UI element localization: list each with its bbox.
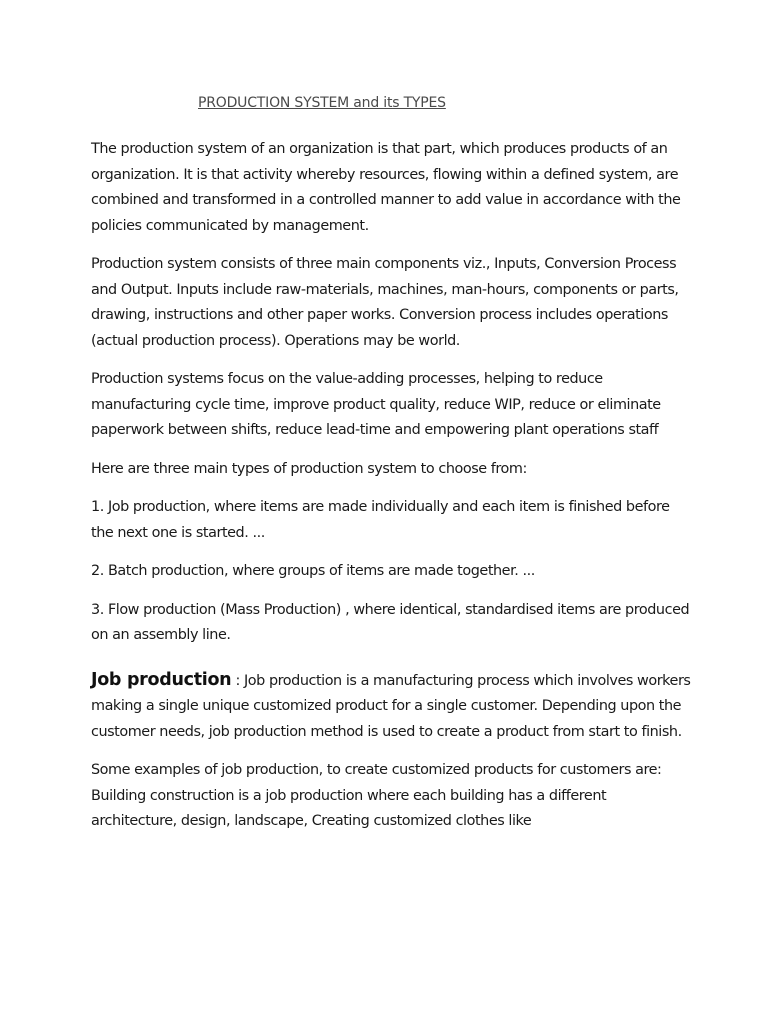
paragraph-job-production: [91, 668, 691, 746]
paragraph-job-examples: Some examples of job production, to create customized products for customers are: Building construction is a job production where each building has a different architecture, design, landscape, Creating customized clothes like: [91, 762, 662, 829]
job-production-description: : Job production is a manufacturing process which involves workers making a single unique customized product for a single customer. Depending upon the customer needs, job production method is used to create a product from start to finish.: [91, 672, 691, 740]
paragraph-definition: The production system of an organization is that part, which produces products of an organization. It is that activity whereby resources, flowing within a defined system, are combined and transformed in a controlled manner to add value in accordance with the policies communicated by management.: [91, 141, 681, 234]
list-item-flow-production: 3. Flow production (Mass Production) , where identical, standardised items are produced on an assembly line.: [91, 601, 690, 643]
paragraph-focus: Production systems focus on the value-adding processes, helping to reduce manufacturing cycle time, improve product quality, reduce WIP, reduce or eliminate paperwork between shifts, reduce lead-time and empowering plant operations staff: [91, 371, 661, 438]
paragraph-types-intro: Here are three main types of production system to choose from:: [91, 460, 527, 477]
section-heading-job-production: Job production: [91, 669, 232, 690]
list-item-job-production: 1. Job production, where items are made individually and each item is finished before the next one is started. ...: [91, 499, 670, 541]
paragraph-components: Production system consists of three main components viz., Inputs, Conversion Process and Output. Inputs include raw-materials, machines, man-hours, components or parts, drawing, instructions and other paper works. Conversion process includes operations (actual production process). Operations may be world.: [91, 256, 679, 349]
list-item-batch-production: 2. Batch production, where groups of items are made together. ...: [91, 563, 535, 579]
document-body: [91, 137, 691, 848]
document-title: PRODUCTION SYSTEM and its TYPES: [198, 95, 446, 111]
